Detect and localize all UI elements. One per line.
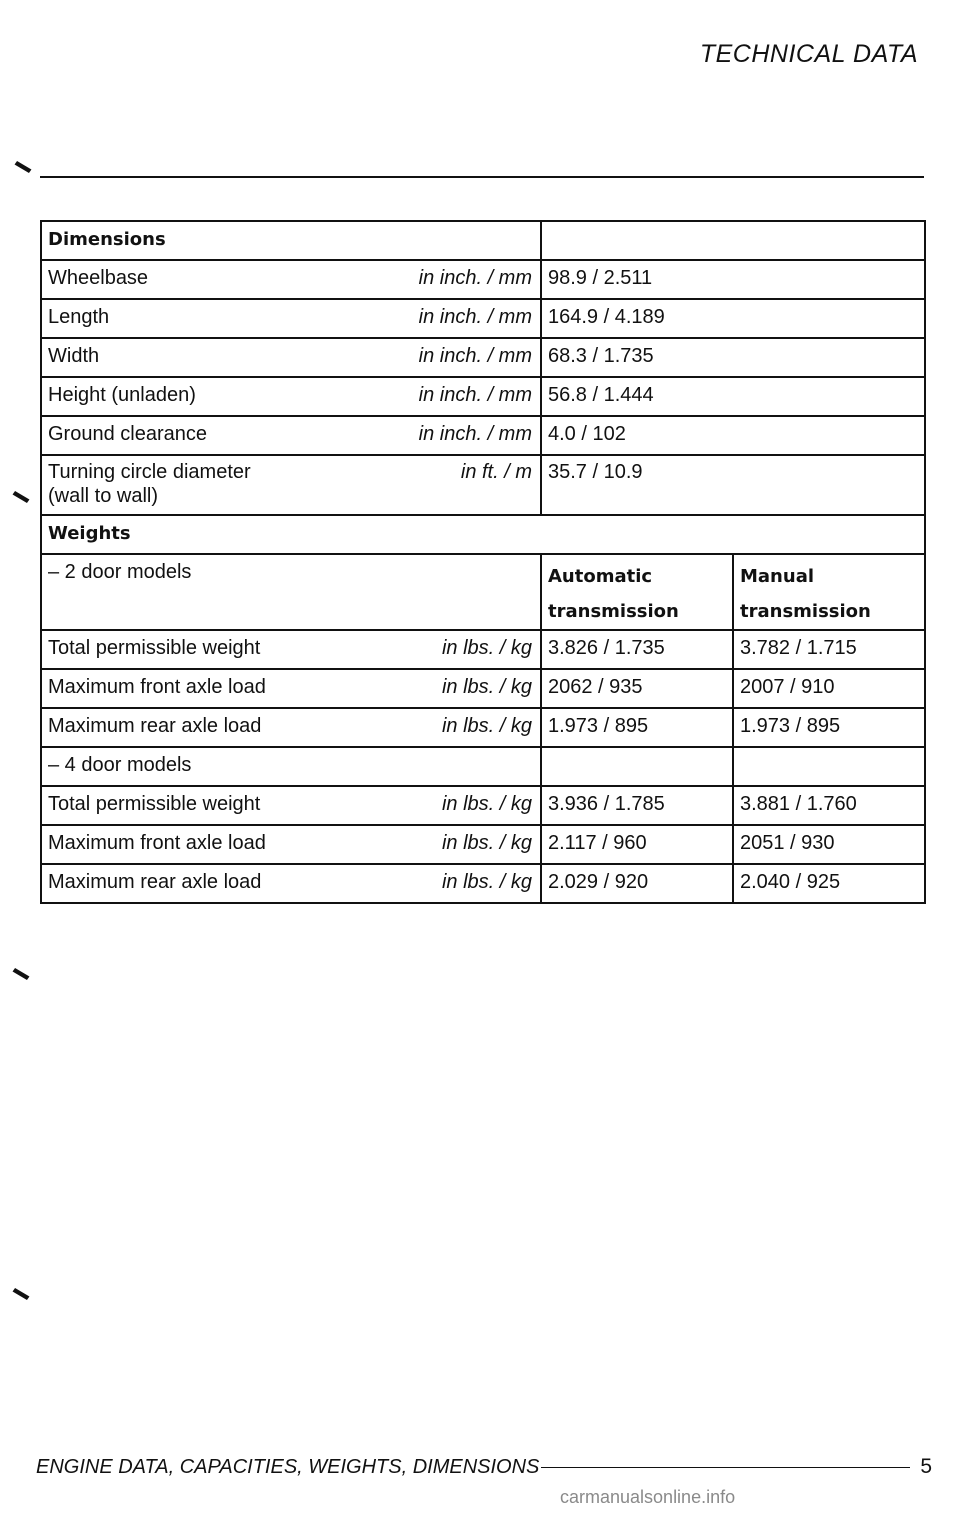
value-automatic: 3.936 / 1.785	[541, 786, 733, 825]
column-header-automatic	[541, 554, 733, 630]
table-row	[41, 708, 925, 747]
row-label	[41, 338, 541, 377]
value-automatic: 2062 / 935	[541, 669, 733, 708]
value-cell: 4.0 / 102	[541, 416, 925, 455]
page-number: 5	[920, 1455, 932, 1478]
label-text: Maximum rear axle load	[48, 715, 262, 737]
column-header-line: transmission	[740, 601, 871, 622]
row-label	[41, 260, 541, 299]
label-text: Total permissible weight	[48, 793, 261, 815]
unit-text: in lbs. / kg	[441, 676, 532, 698]
table-row	[41, 455, 925, 515]
value-manual: 1.973 / 895	[733, 708, 925, 747]
section-heading-weights: Weights	[41, 515, 925, 554]
table-row	[41, 786, 925, 825]
value-cell: 56.8 / 1.444	[541, 377, 925, 416]
row-label	[41, 299, 541, 338]
row-label	[41, 377, 541, 416]
empty-cell	[541, 747, 733, 786]
table-row	[41, 825, 925, 864]
label-text: Maximum rear axle load	[48, 871, 262, 893]
footer-rule	[541, 1467, 910, 1468]
value-manual: 3.881 / 1.760	[733, 786, 925, 825]
unit-text: in inch. / mm	[418, 306, 532, 328]
subheading-4-door: – 4 door models	[41, 747, 541, 786]
margin-mark	[12, 972, 31, 976]
table-row	[41, 416, 925, 455]
unit-text: in inch. / mm	[418, 345, 532, 367]
value-manual: 2007 / 910	[733, 669, 925, 708]
label-text: Maximum front axle load	[48, 832, 266, 854]
unit-text: in inch. / mm	[418, 384, 532, 406]
unit-text: in lbs. / kg	[441, 637, 532, 659]
column-header-line: Manual	[740, 566, 815, 587]
row-label	[41, 786, 541, 825]
unit-text: in inch. / mm	[418, 423, 532, 445]
table-row	[41, 554, 925, 630]
row-label	[41, 455, 541, 515]
empty-cell	[541, 221, 925, 260]
value-automatic: 3.826 / 1.735	[541, 630, 733, 669]
label-text: Turning circle diameter	[48, 461, 251, 483]
row-label	[41, 669, 541, 708]
value-cell: 164.9 / 4.189	[541, 299, 925, 338]
label-text: Maximum front axle load	[48, 676, 266, 698]
value-cell: 98.9 / 2.511	[541, 260, 925, 299]
margin-mark	[14, 165, 33, 169]
technical-data-table	[40, 220, 926, 904]
empty-cell	[733, 747, 925, 786]
table-row	[41, 515, 925, 554]
label-text: Length	[48, 306, 110, 328]
table-row	[41, 299, 925, 338]
value-automatic: 2.029 / 920	[541, 864, 733, 903]
label-text-line2: (wall to wall)	[48, 485, 159, 507]
watermark: carmanualsonline.info	[560, 1487, 736, 1507]
row-label	[41, 416, 541, 455]
margin-mark	[12, 1292, 31, 1296]
table-row	[41, 630, 925, 669]
unit-text: in lbs. / kg	[441, 793, 532, 815]
value-automatic: 2.117 / 960	[541, 825, 733, 864]
unit-text: in ft. / m	[460, 461, 532, 483]
header-rule	[40, 176, 924, 178]
page-header-title: TECHNICAL DATA	[699, 40, 918, 68]
unit-text: in lbs. / kg	[441, 871, 532, 893]
label-text: Ground clearance	[48, 423, 207, 445]
label-text: Total permissible weight	[48, 637, 261, 659]
value-cell: 35.7 / 10.9	[541, 455, 925, 515]
value-manual: 3.782 / 1.715	[733, 630, 925, 669]
label-text: Width	[48, 345, 100, 367]
table-row	[41, 669, 925, 708]
table-row	[41, 338, 925, 377]
value-manual: 2.040 / 925	[733, 864, 925, 903]
table-row	[41, 377, 925, 416]
unit-text: in lbs. / kg	[441, 832, 532, 854]
section-heading-dimensions: Dimensions	[41, 221, 541, 260]
value-automatic: 1.973 / 895	[541, 708, 733, 747]
table-row	[41, 747, 925, 786]
column-header-line: Automatic	[548, 566, 653, 587]
value-cell: 68.3 / 1.735	[541, 338, 925, 377]
column-header-line: transmission	[548, 601, 679, 622]
footer-section-title: ENGINE DATA, CAPACITIES, WEIGHTS, DIMENSIONS	[36, 1455, 540, 1478]
row-label	[41, 825, 541, 864]
table-row	[41, 260, 925, 299]
row-label	[41, 630, 541, 669]
row-label	[41, 864, 541, 903]
subheading-2-door: – 2 door models	[41, 554, 541, 630]
label-text: Wheelbase	[48, 267, 149, 289]
table-row	[41, 221, 925, 260]
label-text: Height (unladen)	[48, 384, 196, 406]
unit-text: in inch. / mm	[418, 267, 532, 289]
table-row	[41, 864, 925, 903]
unit-text: in lbs. / kg	[441, 715, 532, 737]
margin-mark	[12, 495, 31, 499]
column-header-manual	[733, 554, 925, 630]
page-footer	[36, 1455, 932, 1479]
row-label	[41, 708, 541, 747]
value-manual: 2051 / 930	[733, 825, 925, 864]
